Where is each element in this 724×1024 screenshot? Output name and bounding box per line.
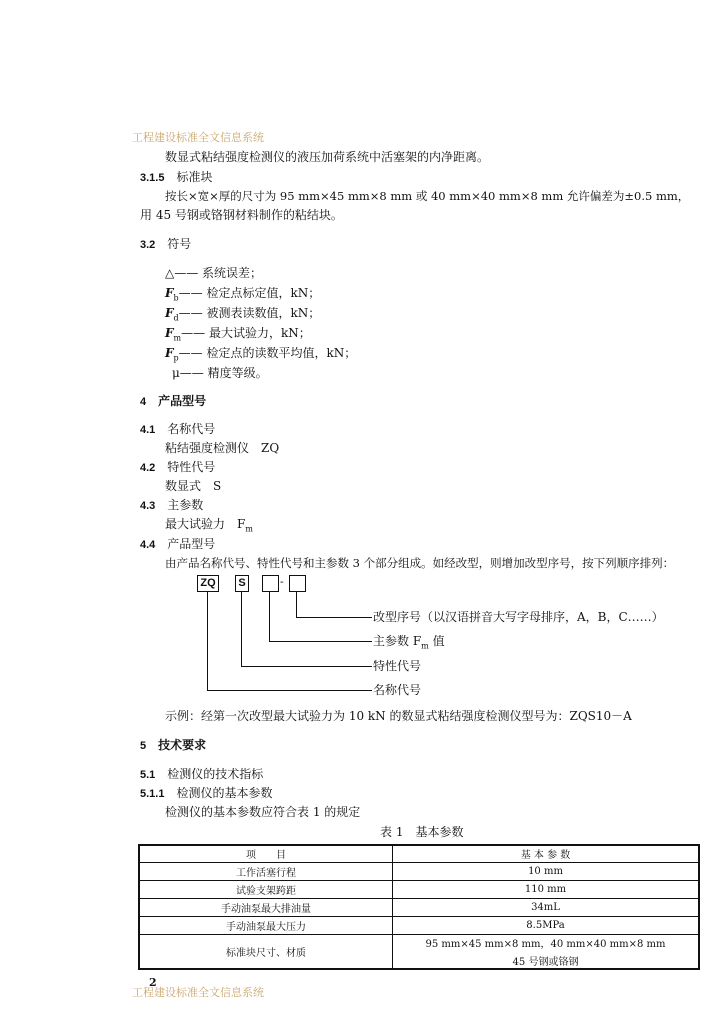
section-5-1-heading bbox=[140, 767, 263, 782]
section-title: 产品型号 bbox=[167, 537, 216, 551]
name-code-label: 名称代号 bbox=[373, 683, 422, 697]
symbol-item: △—— 系统误差； bbox=[165, 266, 263, 280]
table-cell-multiline bbox=[393, 934, 700, 969]
section-4-heading bbox=[140, 394, 206, 409]
section-title: 检测仪的技术指标 bbox=[167, 767, 264, 781]
section-number: 5.1 bbox=[140, 769, 156, 781]
table-cell: 8.5MPa bbox=[393, 916, 700, 934]
table-caption: 表 1 基本参数 bbox=[380, 825, 464, 839]
table-cell: 标准块尺寸、材质 bbox=[139, 934, 393, 969]
symbol-desc: —— 检定点标定值，kN； bbox=[178, 286, 321, 300]
connector-line bbox=[241, 666, 372, 667]
table-cell: 工作活塞行程 bbox=[139, 862, 393, 880]
symbol-letter: F bbox=[165, 346, 174, 360]
page-number: 2 bbox=[149, 976, 157, 989]
connector-line bbox=[296, 592, 297, 617]
paragraph-line: 用 45 号钢或铬钢材料制作的粘结块。 bbox=[140, 208, 343, 222]
connector-line bbox=[269, 641, 372, 642]
table-row bbox=[139, 862, 699, 880]
section-title: 符号 bbox=[167, 237, 192, 251]
feature-code-label: 特性代号 bbox=[373, 659, 422, 673]
symbol-letter: F bbox=[165, 326, 174, 340]
table-header-cell: 项 目 bbox=[139, 845, 393, 862]
body-text: 最大试验力 F bbox=[165, 517, 246, 531]
connector-line bbox=[269, 592, 270, 641]
cell-line: 95 mm×45 mm×8 mm，40 mm×40 mm×8 mm bbox=[425, 938, 666, 950]
section-number: 4.2 bbox=[140, 462, 156, 474]
section-title: 技术要求 bbox=[158, 738, 207, 752]
table-header-cell: 基 本 参 数 bbox=[393, 845, 700, 862]
section-body: 检测仪的基本参数应符合表 1 的规定 bbox=[165, 805, 361, 819]
feature-code-box: S bbox=[235, 575, 249, 592]
section-number: 4 bbox=[140, 396, 147, 408]
example-line: 示例：经第一次改型最大试验力为 10 kN 的数显式粘结强度检测仪型号为：ZQS10－A bbox=[165, 709, 632, 723]
section-title: 主参数 bbox=[167, 498, 204, 512]
basic-parameters-table bbox=[138, 844, 700, 970]
symbol-desc: —— 被测表读数值，kN； bbox=[178, 306, 321, 320]
table-cell: 手动油泵最大排油量 bbox=[139, 898, 393, 916]
section-4-3-heading bbox=[140, 498, 203, 513]
watermark-bottom: 工程建设标准全文信息系统 bbox=[132, 986, 264, 999]
table-header-row bbox=[139, 845, 699, 862]
table-row bbox=[139, 880, 699, 898]
section-5-heading bbox=[140, 738, 206, 753]
section-number: 3.1.5 bbox=[140, 172, 165, 184]
section-4-4-heading bbox=[140, 537, 215, 552]
symbol-desc: —— 检定点的读数平均值，kN； bbox=[178, 346, 357, 360]
table-row bbox=[139, 934, 699, 969]
section-4-2-heading bbox=[140, 460, 215, 475]
symbol-subscript: b bbox=[173, 293, 179, 303]
section-3-2-heading bbox=[140, 237, 191, 252]
section-number: 5.1.1 bbox=[140, 788, 165, 800]
revision-box bbox=[289, 575, 306, 592]
table-row bbox=[139, 916, 699, 934]
connector-line bbox=[207, 592, 208, 690]
label-subscript: m bbox=[421, 641, 429, 651]
section-5-1-1-heading bbox=[140, 786, 272, 801]
main-param-label bbox=[373, 634, 445, 653]
main-param-box bbox=[262, 575, 279, 592]
connector-line bbox=[207, 690, 372, 691]
label-text: 值 bbox=[428, 634, 445, 648]
section-title: 产品型号 bbox=[158, 394, 207, 408]
label-text: 主参数 F bbox=[373, 634, 422, 648]
diagram-dash: - bbox=[280, 575, 284, 588]
section-title: 标准块 bbox=[176, 170, 213, 184]
section-body bbox=[165, 517, 253, 536]
table-row bbox=[139, 898, 699, 916]
section-title: 特性代号 bbox=[167, 460, 216, 474]
watermark-top: 工程建设标准全文信息系统 bbox=[132, 131, 264, 144]
symbol-subscript: p bbox=[173, 353, 179, 363]
section-3-1-5-heading bbox=[140, 170, 212, 185]
symbol-subscript: m bbox=[173, 333, 182, 343]
name-code-box: ZQ bbox=[197, 575, 219, 592]
section-body: 数显式 S bbox=[165, 479, 222, 493]
section-number: 4.1 bbox=[140, 424, 156, 436]
section-number: 5 bbox=[140, 740, 147, 752]
section-body: 粘结强度检测仪 ZQ bbox=[165, 441, 280, 455]
symbol-subscript: d bbox=[173, 313, 179, 323]
revision-label: 改型序号（以汉语拼音大写字母排序，A，B，C……） bbox=[373, 610, 664, 624]
section-title: 检测仪的基本参数 bbox=[176, 786, 273, 800]
table-cell: 手动油泵最大压力 bbox=[139, 916, 393, 934]
section-title: 名称代号 bbox=[167, 422, 216, 436]
connector-line bbox=[241, 592, 242, 666]
section-number: 3.2 bbox=[140, 239, 156, 251]
section-number: 4.3 bbox=[140, 500, 156, 512]
symbol-item bbox=[165, 346, 356, 365]
table-cell: 110 mm bbox=[393, 880, 700, 898]
symbol-item: μ—— 精度等级。 bbox=[172, 366, 268, 380]
paragraph-line: 数显式粘结强度检测仪的液压加荷系统中活塞架的内净距离。 bbox=[165, 150, 490, 164]
table-cell: 10 mm bbox=[393, 862, 700, 880]
table-cell: 试验支架跨距 bbox=[139, 880, 393, 898]
symbol-item bbox=[165, 286, 320, 305]
table-cell: 34mL bbox=[393, 898, 700, 916]
symbol-letter: F bbox=[165, 286, 174, 300]
symbol-letter: F bbox=[165, 306, 174, 320]
section-body: 由产品名称代号、特性代号和主参数 3 个部分组成。如经改型，则增加改型序号，按下列顺序排列： bbox=[165, 556, 675, 570]
cell-line: 45 号钢或铬钢 bbox=[512, 956, 579, 968]
section-4-1-heading bbox=[140, 422, 215, 437]
symbol-item bbox=[165, 306, 320, 325]
symbol-item bbox=[165, 326, 311, 345]
section-number: 4.4 bbox=[140, 539, 156, 551]
symbol-desc: —— 最大试验力，kN； bbox=[181, 326, 311, 340]
paragraph-line: 按长×宽×厚的尺寸为 95 mm×45 mm×8 mm 或 40 mm×40 mm×8 mm 允许偏差为±0.5 mm， bbox=[165, 189, 690, 203]
body-subscript: m bbox=[245, 524, 253, 534]
connector-line bbox=[296, 617, 372, 618]
